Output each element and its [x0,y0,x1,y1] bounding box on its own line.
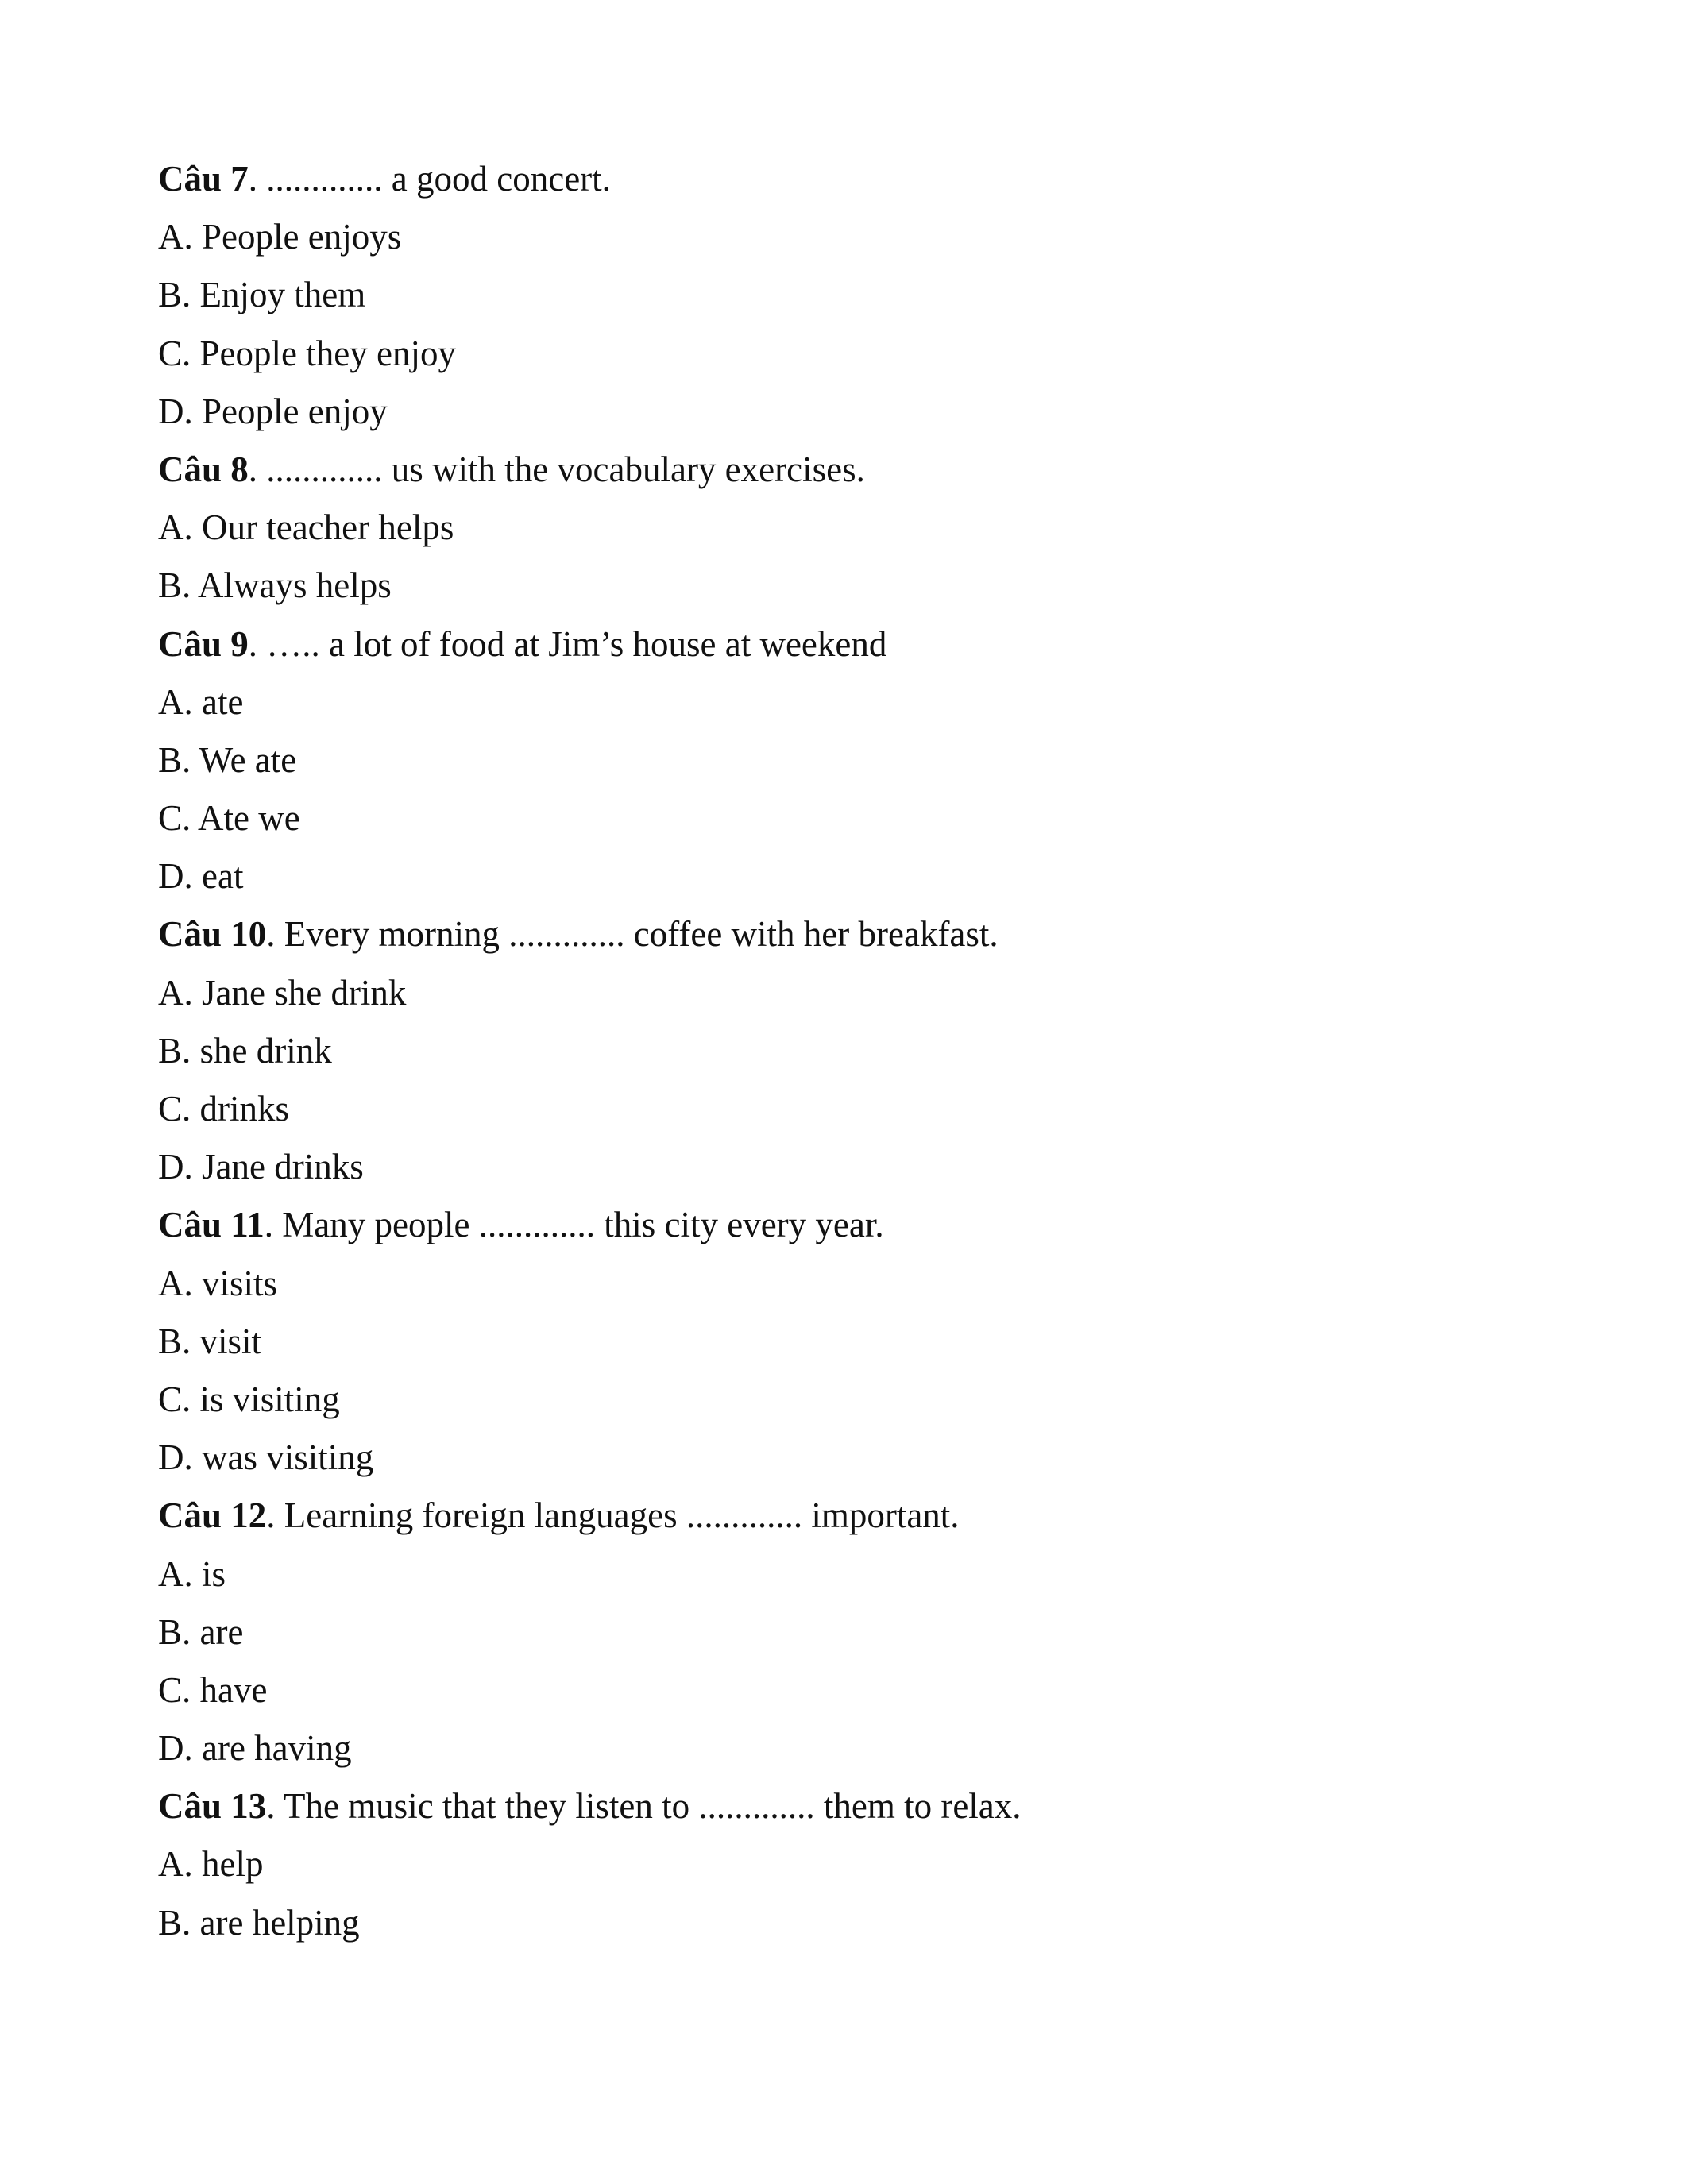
answer-option: A. help [158,1844,264,1885]
question-stem: . Learning foreign languages ............. important. [266,1495,960,1536]
question-stem: . ............. us with the vocabulary exercises. [248,449,865,489]
question-line [158,905,1548,963]
question-stem: . The music that they listen to ............. them to relax. [266,1786,1022,1827]
answer-option: D. eat [158,856,244,897]
question-stem: . ............. a good concert. [248,159,611,199]
answer-option: B. are [158,1611,244,1652]
question-line [158,1777,1548,1835]
answer-option: A. ate [158,681,244,722]
question-number: Câu 12 [158,1495,267,1536]
document-body [158,150,1548,1952]
answer-option: D. are having [158,1728,352,1769]
answer-option: C. is visiting [158,1379,340,1419]
question-stem: . ….. a lot of food at Jim’s house at weekend [248,623,887,664]
question-number: Câu 8 [158,449,249,489]
answer-option: B. Always helps [158,565,392,606]
answer-option: A. Our teacher helps [158,507,454,548]
question-line [158,150,1548,208]
answer-option: A. People enjoys [158,217,402,257]
answer-option: A. is [158,1553,226,1594]
answer-option: A. Jane she drink [158,972,407,1013]
question-number: Câu 13 [158,1786,267,1827]
question-stem: . Every morning ............. coffee with her breakfast. [266,914,999,955]
question-line [158,1487,1548,1545]
answer-option: A. visits [158,1263,278,1303]
question-line [158,615,1548,673]
question-number: Câu 11 [158,1205,265,1245]
answer-option: B. visit [158,1321,262,1361]
answer-option: B. We ate [158,739,297,780]
question-number: Câu 9 [158,623,249,664]
question-line [158,441,1548,499]
question-number: Câu 10 [158,914,267,955]
answer-option: B. Enjoy them [158,275,366,315]
question-line [158,1196,1548,1254]
answer-option: D. People enjoy [158,391,388,431]
answer-option: D. was visiting [158,1437,374,1478]
answer-option: C. Ate we [158,798,300,839]
answer-option: C. drinks [158,1089,290,1129]
question-stem: . Many people ............. this city every year. [264,1205,884,1245]
answer-option: D. Jane drinks [158,1147,364,1187]
answer-option: C. People they enjoy [158,333,456,373]
answer-option: C. have [158,1669,268,1710]
answer-option: B. she drink [158,1030,332,1071]
question-number: Câu 7 [158,159,249,199]
answer-option: B. are helping [158,1902,360,1943]
